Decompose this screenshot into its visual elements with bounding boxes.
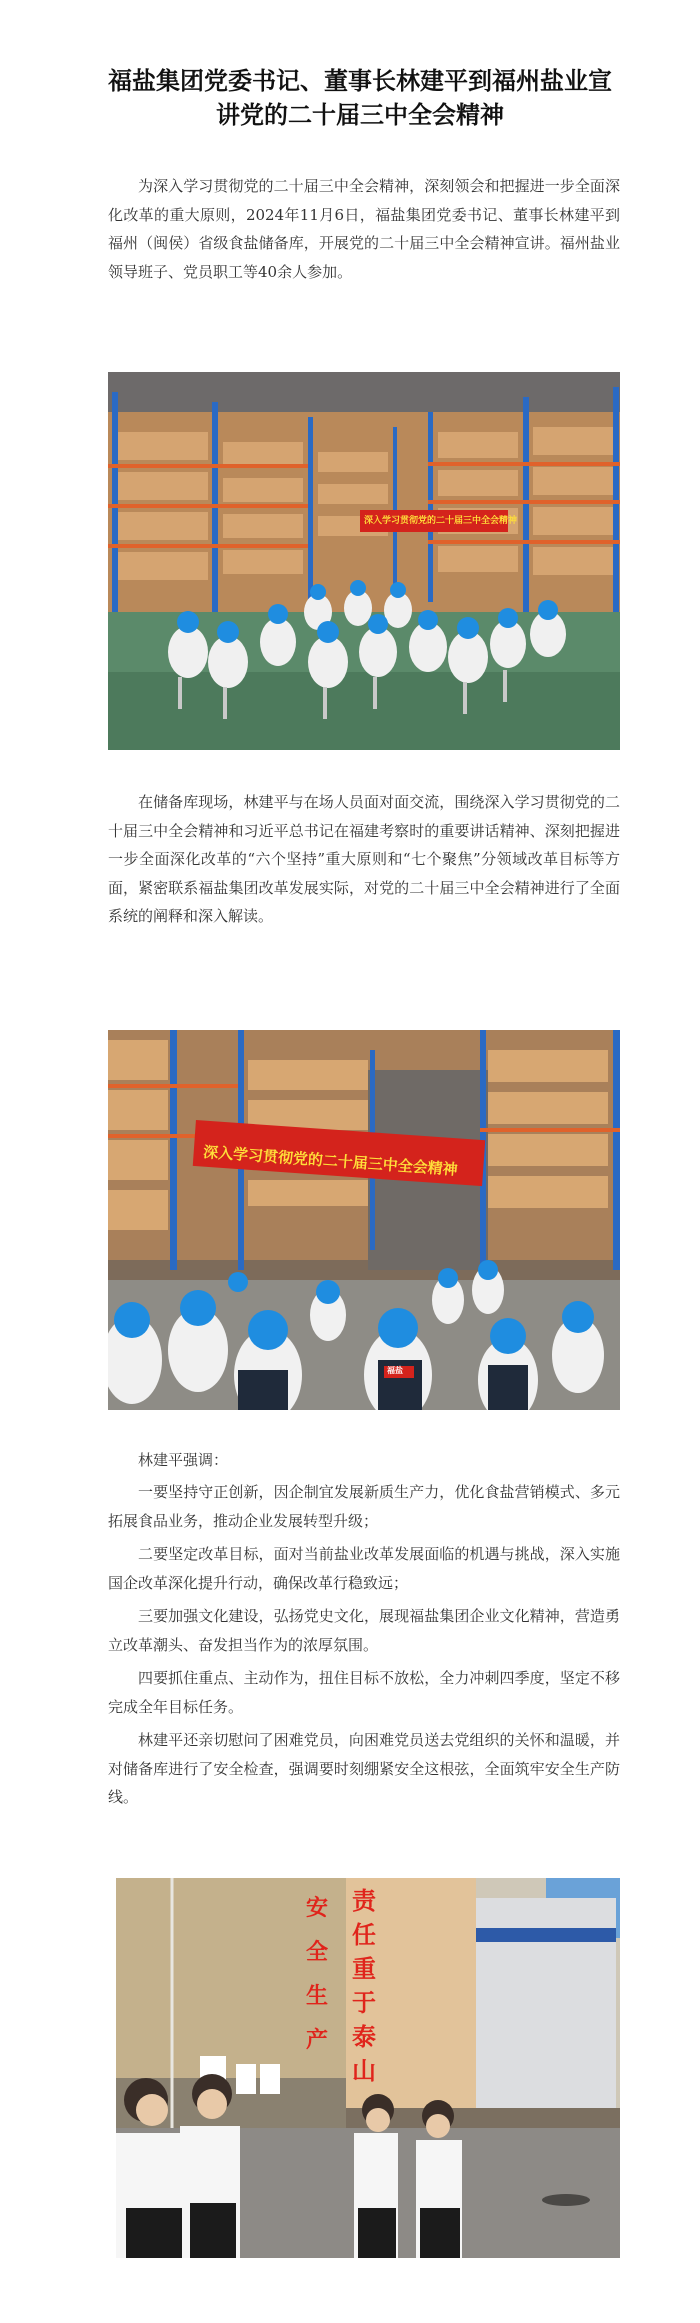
point-4: 四要抓住重点、主动作为，扭住目标不放松，全力冲刺四季度，坚定不移完成全年目标任务。: [108, 1669, 620, 1716]
sign-r-char-2: 任: [352, 1921, 376, 1949]
intro-paragraph: 为深入学习贯彻党的二十届三中全会精神，深刻领会和把握进一步全面深化改革的重大原则，2024年11月6日，福盐集团党委书记、董事长林建平到福州（闽侯）省级食盐储备库，开展党的二十届三中全会精神宣讲。福州盐业领导班子、党员职工等40余人参加。: [108, 177, 620, 281]
sign-r-char-5: 泰: [352, 2023, 376, 2051]
photo-workers-meeting: [108, 1030, 620, 1410]
emphasis-lead: 林建平强调：: [138, 1451, 229, 1469]
body-paragraph: 在储备库现场，林建平与在场人员面对面交流，围绕深入学习贯彻党的二十届三中全会精神和习近平总书记在福建考察时的重要讲话精神、深刻把握进一步全面深化改革的“六个坚持”重大原则和“七个聚焦”分领域改革目标等方面，紧密联系福盐集团改革发展实际，对党的二十届三中全会精神进行了全面系统的阐释和深入解读。: [108, 793, 620, 926]
photo1-banner-text: 深入学习贯彻党的二十届三中全会精神: [364, 516, 518, 526]
sign-r-char-4: 于: [352, 1989, 376, 2017]
point-1: 一要坚持守正创新，因企制宜发展新质生产力，优化食盐营销模式、多元拓展食品业务，推动企业发展转型升级；: [108, 1483, 620, 1530]
closing-paragraph: 林建平还亲切慰问了困难党员，向困难党员送去党组织的关怀和温暖，并对储备库进行了安全检查，强调要时刻绷紧安全这根弦，全面筑牢安全生产防线。: [108, 1731, 620, 1807]
photo-safety-inspection: [116, 1878, 620, 2258]
sign-char-2: 全: [306, 1940, 329, 1965]
photo2-vest-label: 福盐: [387, 1366, 403, 1375]
sign-char-4: 产: [306, 2028, 329, 2053]
point-3: 三要加强文化建设，弘扬党史文化，展现福盐集团企业文化精神，营造勇立改革潮头、奋发担当作为的浓厚氛围。: [108, 1607, 620, 1654]
photo-warehouse-seminar-graphic: [108, 372, 620, 750]
sign-r-char-3: 重: [352, 1955, 376, 1983]
point-2: 二要坚定改革目标，面对当前盐业改革发展面临的机遇与挑战，深入实施国企改革深化提升行动，确保改革行稳致远；: [108, 1545, 620, 1592]
article-title: 福盐集团党委书记、董事长林建平到福州盐业宣讲党的二十届三中全会精神: [108, 66, 612, 129]
sign-char-3: 生: [306, 1984, 329, 2009]
sign-char-1: 安: [306, 1896, 329, 1921]
photo2-banner-text: 深入学习贯彻党的二十届三中全会精神: [202, 1142, 459, 1179]
sign-r-char-1: 责: [352, 1887, 376, 1915]
sign-r-char-6: 山: [352, 2057, 376, 2085]
photo-warehouse-seminar: [108, 372, 620, 750]
photo-workers-meeting-graphic: [108, 1030, 620, 1410]
